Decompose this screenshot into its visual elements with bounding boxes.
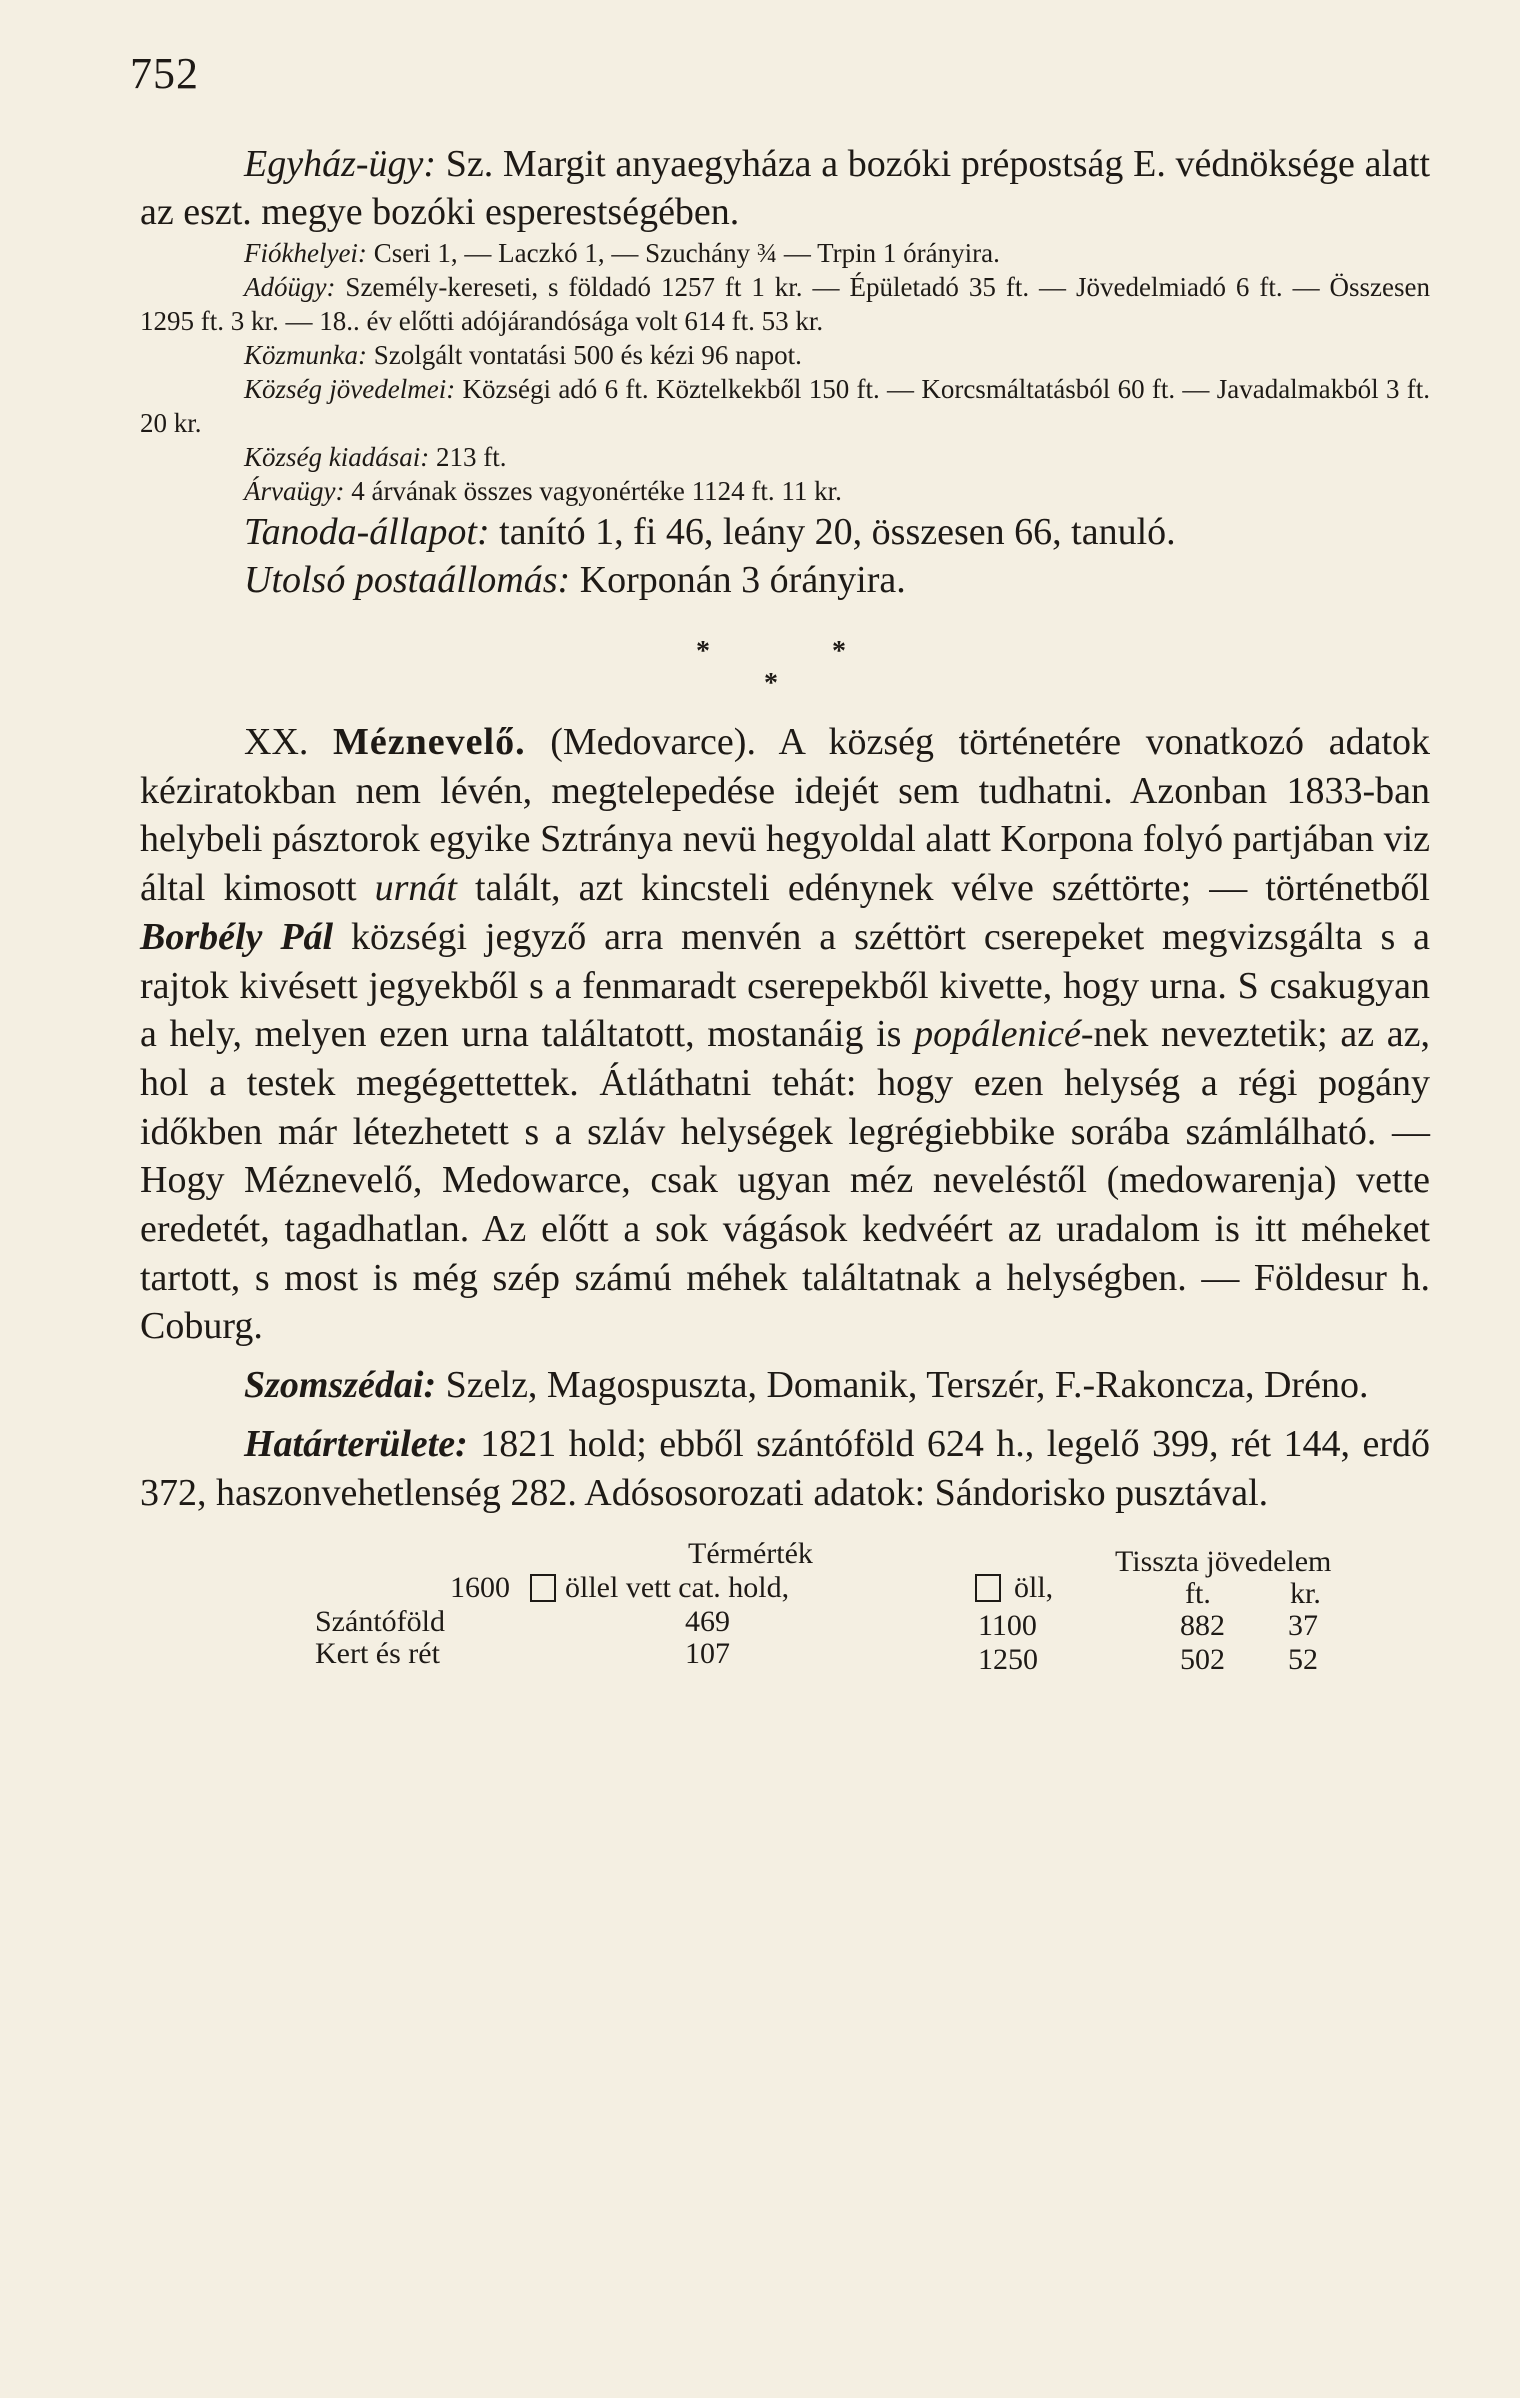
text-szomszedai: Szelz, Magospusztа, Domanik, Terszér, F.-Rakoncza, Dréno.	[436, 1364, 1369, 1407]
word-urna: urnát	[374, 867, 457, 910]
lead-adougy: Adóügy:	[244, 272, 336, 302]
row-kr: 37	[1288, 1609, 1318, 1643]
paragraph-tanoda	[140, 508, 1430, 556]
row-oll: 1250	[978, 1643, 1038, 1677]
lead-szomszedai: Szomszédai:	[244, 1364, 437, 1407]
paragraph-arvaugy	[140, 474, 1430, 508]
header-tiszta: Tisszta jövedelem	[1115, 1545, 1332, 1579]
paragraph-posta	[140, 556, 1430, 604]
text-arvaugy: 4 árvának összes vagyonértéke 1124 ft. 11 kr.	[344, 476, 842, 506]
lead-egyhaz: Egyház-ügy:	[244, 143, 437, 185]
text-kozmunka: Szolgált vontatási 500 és kézi 96 napot.	[367, 340, 802, 370]
row-hold: 107	[685, 1637, 730, 1671]
text-tanoda: tanító 1, fi 46, leány 20, összesen 66, tanuló.	[489, 511, 1176, 553]
text-column	[140, 140, 1431, 1677]
section-number: XX.	[244, 721, 309, 763]
lead-kiadasai: Község kiadásai:	[244, 442, 430, 472]
section-text-c: községi jegyző arra menvén a széttört cserepeket megvizsgálta s a rajtok kivésett jegyekből s a fenmaradt cserepekből kivette, hogy urna. S csakugyan a hely, melyen ezen urna találtatott, mostanáig is	[140, 915, 1430, 1056]
header-termertek: Térmérték	[688, 1537, 813, 1571]
lead-arvaugy: Árvaügy:	[244, 476, 345, 506]
row-label: Kert és rét	[315, 1637, 440, 1671]
star-bottom: *	[764, 668, 778, 699]
row-kr: 52	[1288, 1643, 1318, 1677]
text-hatar: 1821 hold; ebből szántóföld 624 h., legelő 399, rét 144, erdő 372, haszonvehetlenség 282. Adósosorozati adatok: Sándorisko pusztával.	[140, 1422, 1430, 1514]
lead-jovedelmei: Község jövedelmei:	[244, 374, 456, 404]
square-icon-2	[975, 1573, 1001, 1607]
row-ft: 882	[1180, 1609, 1225, 1643]
row-ft: 502	[1180, 1643, 1225, 1677]
paragraph-egyhaz	[140, 140, 1430, 236]
row-label: Szántóföld	[315, 1605, 445, 1639]
text-fiokhelyei: Cseri 1, — Laczkó 1, — Szuchány ¾ — Trpin 1 órányira.	[366, 238, 1000, 268]
section-text-b: talált, azt kincsteli edénynek vélve széttörte; — történetből	[456, 867, 1430, 910]
word-popalenice: popálenicé	[914, 1013, 1081, 1056]
row-hold: 469	[685, 1605, 730, 1639]
land-table	[140, 1537, 1430, 1677]
text-jovedelmei: Községi adó 6 ft. Köztelkekből 150 ft. — Korcsmáltatásból 60 ft. — Javadalmakból 3 ft. 20 kr.	[140, 374, 1431, 438]
square-icon	[530, 1573, 556, 1607]
section-name: Méznevelő.	[333, 721, 526, 763]
paragraph-szomszedai	[140, 1361, 1430, 1410]
header-oll: öll,	[1014, 1571, 1054, 1605]
header-ollel: öllel vett cat. hold,	[565, 1571, 790, 1605]
lead-tanoda: Tanoda-állapot:	[244, 511, 490, 553]
text-egyhaz: Sz. Margit anyaegyháza a bozóki prépostság E. védnöksége alatt az eszt. megye bozóki esperestségében.	[140, 143, 1430, 233]
paragraph-jovedelmei	[140, 372, 1430, 440]
text-kiadasai: 213 ft.	[429, 442, 507, 472]
lead-fiokhelyei: Fiókhelyei:	[244, 238, 367, 268]
star-left: *	[696, 636, 710, 667]
header-1600: 1600	[450, 1571, 510, 1605]
paragraph-kozmunka	[140, 338, 1430, 372]
text-posta: Korponán 3 órányira.	[570, 559, 906, 601]
lead-posta: Utolsó postaállomás:	[244, 559, 571, 601]
header-kr: kr.	[1290, 1577, 1321, 1611]
lead-hatar: Határterülete:	[244, 1422, 468, 1465]
paragraph-kiadasai	[140, 440, 1430, 474]
star-right: *	[832, 636, 846, 667]
row-oll: 1100	[978, 1609, 1037, 1643]
person-name: Borbély Pál	[140, 915, 334, 958]
section-text-a: (Medovarce). A község történetére vonatkozó adatok kéziratokban nem lévén, megtelepedése idejét sem tudhatni. Azonban 1833-ban helybeli pásztorok egyike Sztránya nevü hegyoldal alatt Korpona folyó partjában viz által kimosott	[140, 721, 1431, 910]
section-divider	[140, 618, 1430, 718]
section-text-d: -nek neveztetik; az az, hol a testek megégettettek. Átláthatni tehát: hogy ezen helység a régi pogány időkben már létezhetett s a szláv helységek legrégiebbike sorába számlálható. — Hogy Méznevelő, Medowarce, csak ugyan méz neveléstől (medowarenja) vette eredetét, tagadhatlan. Az előtt a sok vágások kedvéért az uradalom is itt méheket tartott, s most is még szép számú méhek találtatnak a helységben. — Földesur h. Coburg.	[140, 1013, 1430, 1348]
text-adougy: Személy-kereseti, s földadó 1257 ft 1 kr. — Épületadó 35 ft. — Jövedelmiadó 6 ft. — Összesen 1295 ft. 3 kr. — 18.. év előtti adójárandósága volt 614 ft. 53 kr.	[140, 272, 1430, 336]
lead-kozmunka: Közmunka:	[244, 340, 367, 370]
paragraph-adougy	[140, 270, 1430, 338]
header-ft: ft.	[1185, 1577, 1211, 1611]
page-number: 752	[130, 49, 199, 98]
paragraph-fiokhelyei	[140, 236, 1430, 270]
paragraph-section-xx	[140, 718, 1430, 1351]
paragraph-hatar	[140, 1420, 1430, 1517]
